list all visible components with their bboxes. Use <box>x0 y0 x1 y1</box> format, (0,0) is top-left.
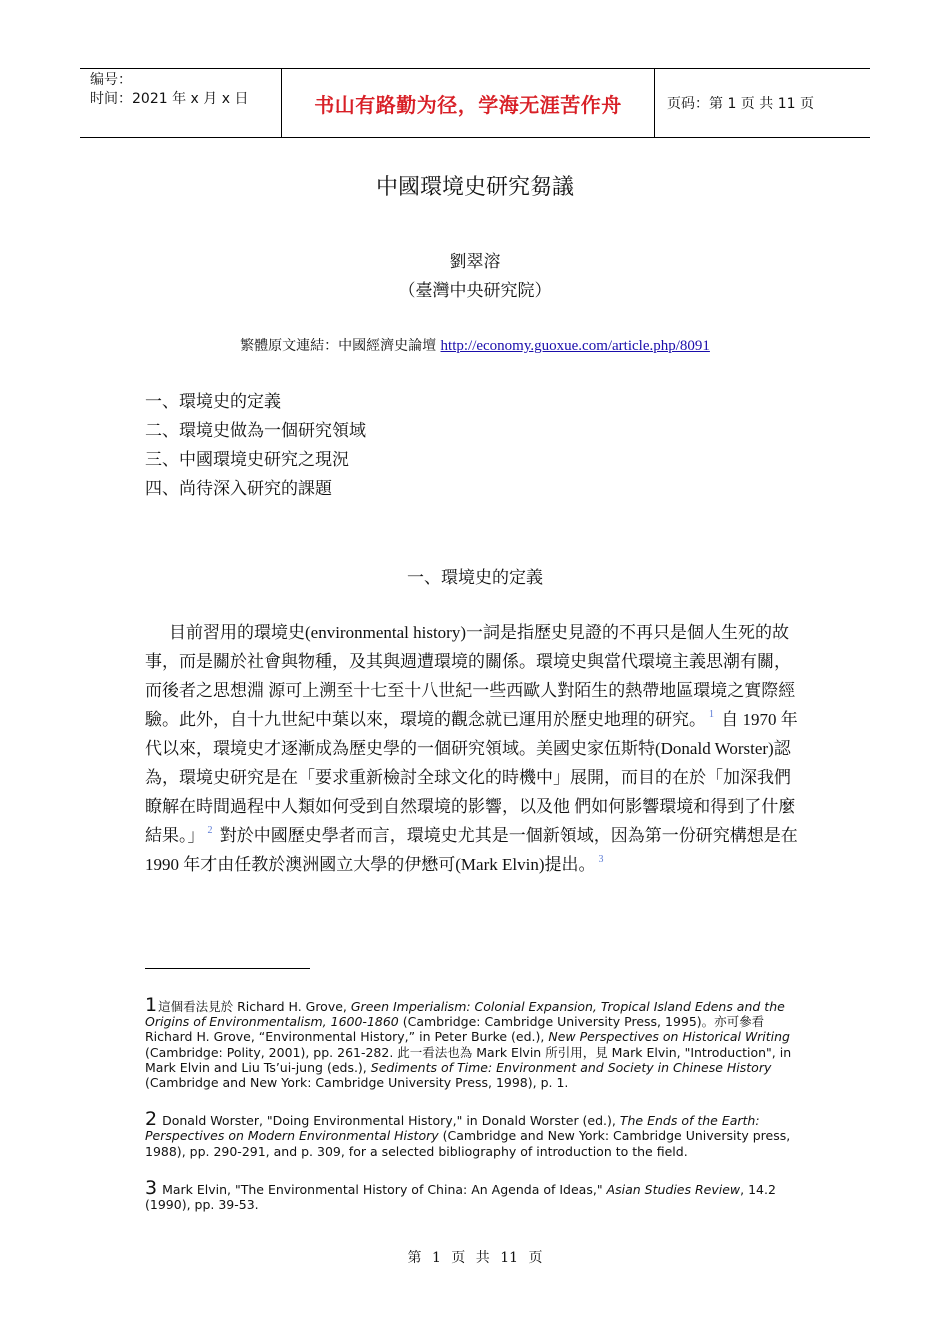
footnote-text: (Cambridge: Polity, 2001), pp. 261-282. 此一看法也為 Mark Elvin 所引用，見 Mark Elvin, "Introduction", in Mark Elvin and Liu Ts’ui-jung (eds.), <box>145 1044 792 1075</box>
footnote-3 <box>145 1176 810 1213</box>
footnote-title: Green Imperialism: Colonial Expansion, Tropical Island Edens and the Origins of Environmentalism, 1600-1860 <box>145 999 785 1030</box>
footnote-text: 這個看法見於 Richard H. Grove, <box>158 999 351 1014</box>
body-text-part: 對於中國歷史學者而言，環境史尤其是一個新領域，因為第一份研究構想是在 1990 年才由任教於澳洲國立大學的伊懋可(Mark Elvin)提出。 <box>145 826 798 874</box>
footnote-title: New Perspectives on Historical Writing <box>548 1029 790 1045</box>
footnote-1 <box>145 994 810 1091</box>
body-text-part: 自 1970 年代以來，環境史才逐漸成為歷史學的一個研究領域。美國史家伍斯特(Donald Worster)認為，環境史研究是在「要求重新檢討全球文化的時機中」展開，而目的在於「加深我們瞭解在時間過程中人類如何受到自然環境的影響，以及他 們如何影響環境和得到了什麼結果。」 <box>145 710 798 845</box>
section-heading: 一、環境史的定義 <box>407 568 543 588</box>
table-of-contents <box>145 388 366 504</box>
header-motto-cell <box>282 69 655 137</box>
body-text-part: 目前習用的環境史(environmental history)一詞是指歷史見證的不再只是個人生死的故事，而是關於社會與物種，及其與週遭環境的關係。環境史與當代環境主義思潮有關，而後者之思想淵 源可上溯至十七至十八世紀一些西歐人對陌生的熱帶地區環境之實際經驗。此外，自十九世紀中葉以來，環境的觀念就已運用於歷史地理的研究。 <box>145 623 796 729</box>
footnote-text: (Cambridge and New York: Cambridge University Press, 1998), p. 1. <box>145 1075 569 1091</box>
footnote-title: Sediments of Time: Environment and Society in Chinese History <box>370 1059 772 1075</box>
header-meta <box>80 69 282 137</box>
footnote-ref-1[interactable]: 1 <box>709 709 714 720</box>
footnote-ref-2[interactable]: 2 <box>207 825 213 836</box>
footnote-title: Asian Studies Review <box>606 1181 741 1197</box>
footnote-divider <box>145 968 310 969</box>
toc-item: 三、中國環境史研究之現況 <box>145 450 349 470</box>
footnote-2 <box>145 1108 810 1159</box>
toc-item: 一、環境史的定義 <box>145 392 281 412</box>
source-label: 繁體原文連結：中國經濟史論壇 <box>240 338 441 354</box>
footnote-text: Mark Elvin, "The Environmental History of China: An Agenda of Ideas," <box>158 1181 607 1197</box>
footnote-number: 2 <box>145 1108 158 1131</box>
document-date-label: 时间：2021 年 x 月 x 日 <box>90 91 249 107</box>
header-motto: 书山有路勤为径，学海无涯苦作舟 <box>314 92 622 117</box>
footnote-number: 1 <box>145 994 158 1016</box>
author-name: 劉翠溶 <box>449 252 501 272</box>
footnotes <box>145 994 810 1234</box>
body-paragraph <box>145 618 805 879</box>
footnote-text: Donald Worster, "Doing Environmental History," in Donald Worster (ed.), <box>158 1113 620 1129</box>
footnote-text: (Cambridge: Cambridge University Press, 1995)。亦可參看 Richard H. Grove, “Environmental History,” in Peter Burke (ed.), <box>145 1014 765 1045</box>
toc-item: 二、環境史做為一個研究領域 <box>145 421 366 441</box>
author-affiliation: （臺灣中央研究院） <box>398 281 552 301</box>
document-number-label: 编号： <box>90 72 132 88</box>
page-footer: 第 1 页 共 11 页 <box>407 1250 543 1266</box>
page-header <box>80 68 870 138</box>
footnote-text: , 14.2 (1990), pp. 39-53. <box>145 1181 776 1213</box>
header-page-count: 页码：第 1 页 共 11 页 <box>667 96 814 112</box>
toc-item: 四、尚待深入研究的課題 <box>145 479 332 499</box>
source-link[interactable]: http://economy.guoxue.com/article.php/8091 <box>440 338 710 354</box>
footnote-title: The Ends of the Earth: Perspectives on Modern Environmental History <box>145 1113 760 1144</box>
document-title: 中國環境史研究芻議 <box>375 175 574 200</box>
source-line <box>0 335 950 355</box>
footnote-text: (Cambridge and New York: Cambridge University press, 1988), pp. 290-291, and p. 309, for a selected bibliography of introduction to the field. <box>145 1128 791 1159</box>
footnote-number: 3 <box>145 1176 158 1199</box>
footnote-ref-3[interactable]: 3 <box>598 854 604 865</box>
